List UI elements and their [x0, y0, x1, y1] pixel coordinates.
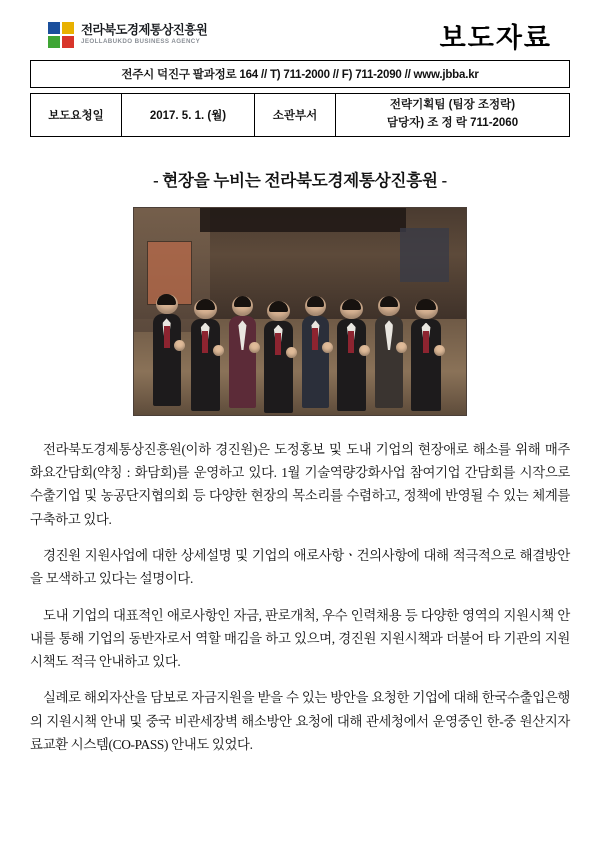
logo-name-english: JEOLLABUKDO BUSINESS AGENCY — [81, 38, 201, 46]
person-figure — [378, 296, 400, 408]
release-date-value: 2017. 5. 1. (월) — [122, 94, 255, 137]
department-label: 소관부서 — [255, 94, 336, 137]
department-team: 전략기획팀 (팀장 조정락) — [389, 99, 516, 111]
person-figure — [232, 296, 253, 408]
address-bar — [30, 60, 570, 88]
release-date-label: 보도요청일 — [31, 94, 122, 137]
person-figure — [267, 301, 290, 413]
masthead — [30, 10, 570, 58]
paragraph: 실례로 해외자산을 담보로 자금지원을 받을 수 있는 방안을 요청한 기업에 대해 한국수출입은행의 지원시책 안내 및 중국 비관세장벽 해소방안 요청에 대해 관세청에서 운영중인 한-중 원산지자료교환 시스템(CO-PASS) 안내도 있었다. — [30, 690, 570, 753]
release-info-table — [30, 93, 570, 137]
paragraph: 경진원 지원사업에 대한 상세설명 및 기업의 애로사항ㆍ건의사항에 대해 적극적으로 해결방안을 모색하고 있다는 설명이다. — [30, 547, 570, 587]
person-figure — [305, 296, 326, 408]
logo-squares-icon — [48, 22, 74, 48]
department-value — [336, 94, 570, 137]
table-row — [31, 94, 570, 137]
person-figure — [156, 294, 178, 406]
photo-people-row — [134, 208, 466, 415]
logo-name-korean: 전라북도경제통상진흥원 — [81, 23, 208, 38]
address-text: 전주시 덕진구 팔과정로 164 // T) 711-2000 // F) 711-2090 // www.jbba.kr — [121, 69, 479, 81]
document-type-heading: 보도자료 — [439, 22, 552, 53]
group-photo — [133, 207, 467, 416]
paragraph: 도내 기업의 대표적인 애로사항인 자금, 판로개척, 우수 인력채용 등 다양한 영역의 지원시책 안내를 통해 기업의 동반자로서 역할 매김을 하고 있으며, 경진원 지원시책과 더불어 타 기관의 지원시책도 적극 안내하고 있다. — [30, 607, 570, 670]
organization-logo — [48, 22, 207, 48]
paragraph: 전라북도경제통상진흥원(이하 경진원)은 도정홍보 및 도내 기업의 현장애로 해소를 위해 매주 화요간담회(약칭 : 화담회)를 운영하고 있다. 1월 기술역량강화사업 참여기업 간담회를 시작으로 수출기업 및 농공단지협의회 등 다양한 현장의 목소리를 수렴하고, 정책에 반영될 수 있는 체계를 구축하고 있다. — [30, 441, 570, 527]
page-title: - 현장을 누비는 전라북도경제통상진흥원 - — [153, 170, 447, 190]
person-figure — [340, 299, 363, 411]
person-figure — [415, 299, 438, 411]
article-body — [30, 438, 570, 757]
person-figure — [194, 299, 217, 411]
department-contact: 담당자) 조 정 락 711-2060 — [386, 116, 519, 129]
